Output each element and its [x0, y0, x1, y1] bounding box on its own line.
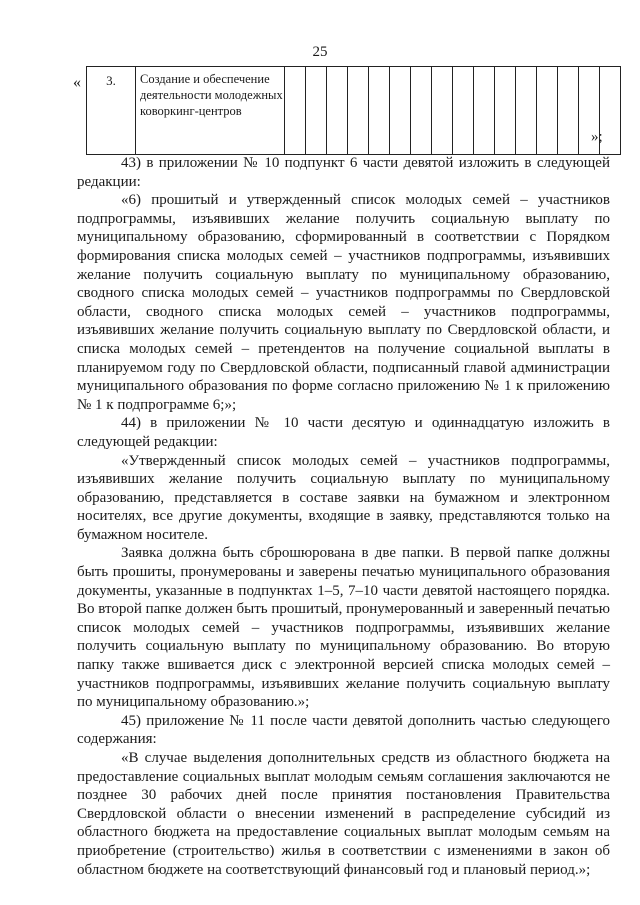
page-number: 25: [312, 44, 328, 60]
empty-cell: [495, 67, 516, 155]
empty-cell: [348, 67, 369, 155]
paragraph-item-45: 45) приложение № 11 после части девятой дополнить частью следующего содержания:: [77, 712, 610, 748]
row-number-cell: 3.: [87, 67, 136, 155]
quote-open: «: [73, 74, 81, 91]
empty-cell: [453, 67, 474, 155]
empty-cell: [516, 67, 537, 155]
quote-close: »;: [591, 129, 603, 145]
empty-cell: [369, 67, 390, 155]
table-row: [86, 66, 621, 155]
empty-cell: [432, 67, 453, 155]
empty-cell: [285, 67, 306, 155]
empty-cell: [411, 67, 432, 155]
document-body: [77, 154, 610, 879]
empty-cell: [474, 67, 495, 155]
empty-cell: [390, 67, 411, 155]
paragraph-item-43: 43) в приложении № 10 подпункт 6 части девятой изложить в следующей редакции:: [77, 155, 610, 190]
paragraph-application-folders: Заявка должна быть сброшюрована в две папки. В первой папке должны быть прошиты, пронумерованы и заверены печатью муниципального образования документы, указанные в подпунктах 1–5, 7–10 части девятой настоящего порядка. Во второй папке должен быть прошитый, пронумерованный и заверенный печатью список молодых семей – участников подпрограммы, изъявивших желание получить социальную выплату по муниципальному образованию. Во вторую папку также вшивается диск с электронной версией списка молодых семей – участников подпрограммы, изъявивших желание получить социальную выплату по муниципальному образованию.»;: [77, 545, 610, 711]
empty-cell: [537, 67, 558, 155]
paragraph-item-44: 44) в приложении № 10 части десятую и одиннадцатую изложить в следующей редакции:: [77, 415, 610, 450]
empty-cell: [558, 67, 579, 155]
empty-cell: [306, 67, 327, 155]
paragraph-additional-funds: «В случае выделения дополнительных средств из областного бюджета на предоставление социальных выплат молодым семьям соглашения заключаются не позднее 30 рабочих дней после принятия постановления Правительства Свердловской области о внесении изменений в распределение субсидий из областного бюджета на предоставление социальных выплат молодым семьям на приобретение (строительство) жилья в соответствии с изменениями в закон об областном бюджете на соответствующий финансовый год и плановый период.»;: [77, 750, 610, 878]
empty-cell: [327, 67, 348, 155]
paragraph-quote-list: «Утвержденный список молодых семей – участников подпрограммы, изъявивших желание получить социальную выплату по муниципальному образованию, представляется в составе заявки на бумажном и электронном носителях, все другие документы, входящие в заявку, представляются только на бумажном носителе.: [77, 452, 610, 543]
paragraph-subitem-6: «6) прошитый и утвержденный список молодых семей – участников подпрограммы, изъявивших желание получить социальную выплату по муниципальному образованию, сформированный в соответствии с Порядком формирования списка молодых семей – участников подпрограммы, изъявивших желание получить социальную выплату по муниципальному образованию, сводного списка молодых семей – участников подпрограммы по Свердловской области, сводного списка молодых семей – участников подпрограммы, изъявивших желание получить социальную выплату по Свердловской области, и списка молодых семей – претендентов на получение социальной выплаты в планируемом году по Свердловской области, подписанный главой администрации муниципального образования по форме согласно приложению № 1 к приложению № 1 к подпрограмме 6;»;: [77, 192, 610, 413]
row-name-cell: Создание и обеспечение деятельности молодежных коворкинг-центров: [136, 67, 285, 155]
